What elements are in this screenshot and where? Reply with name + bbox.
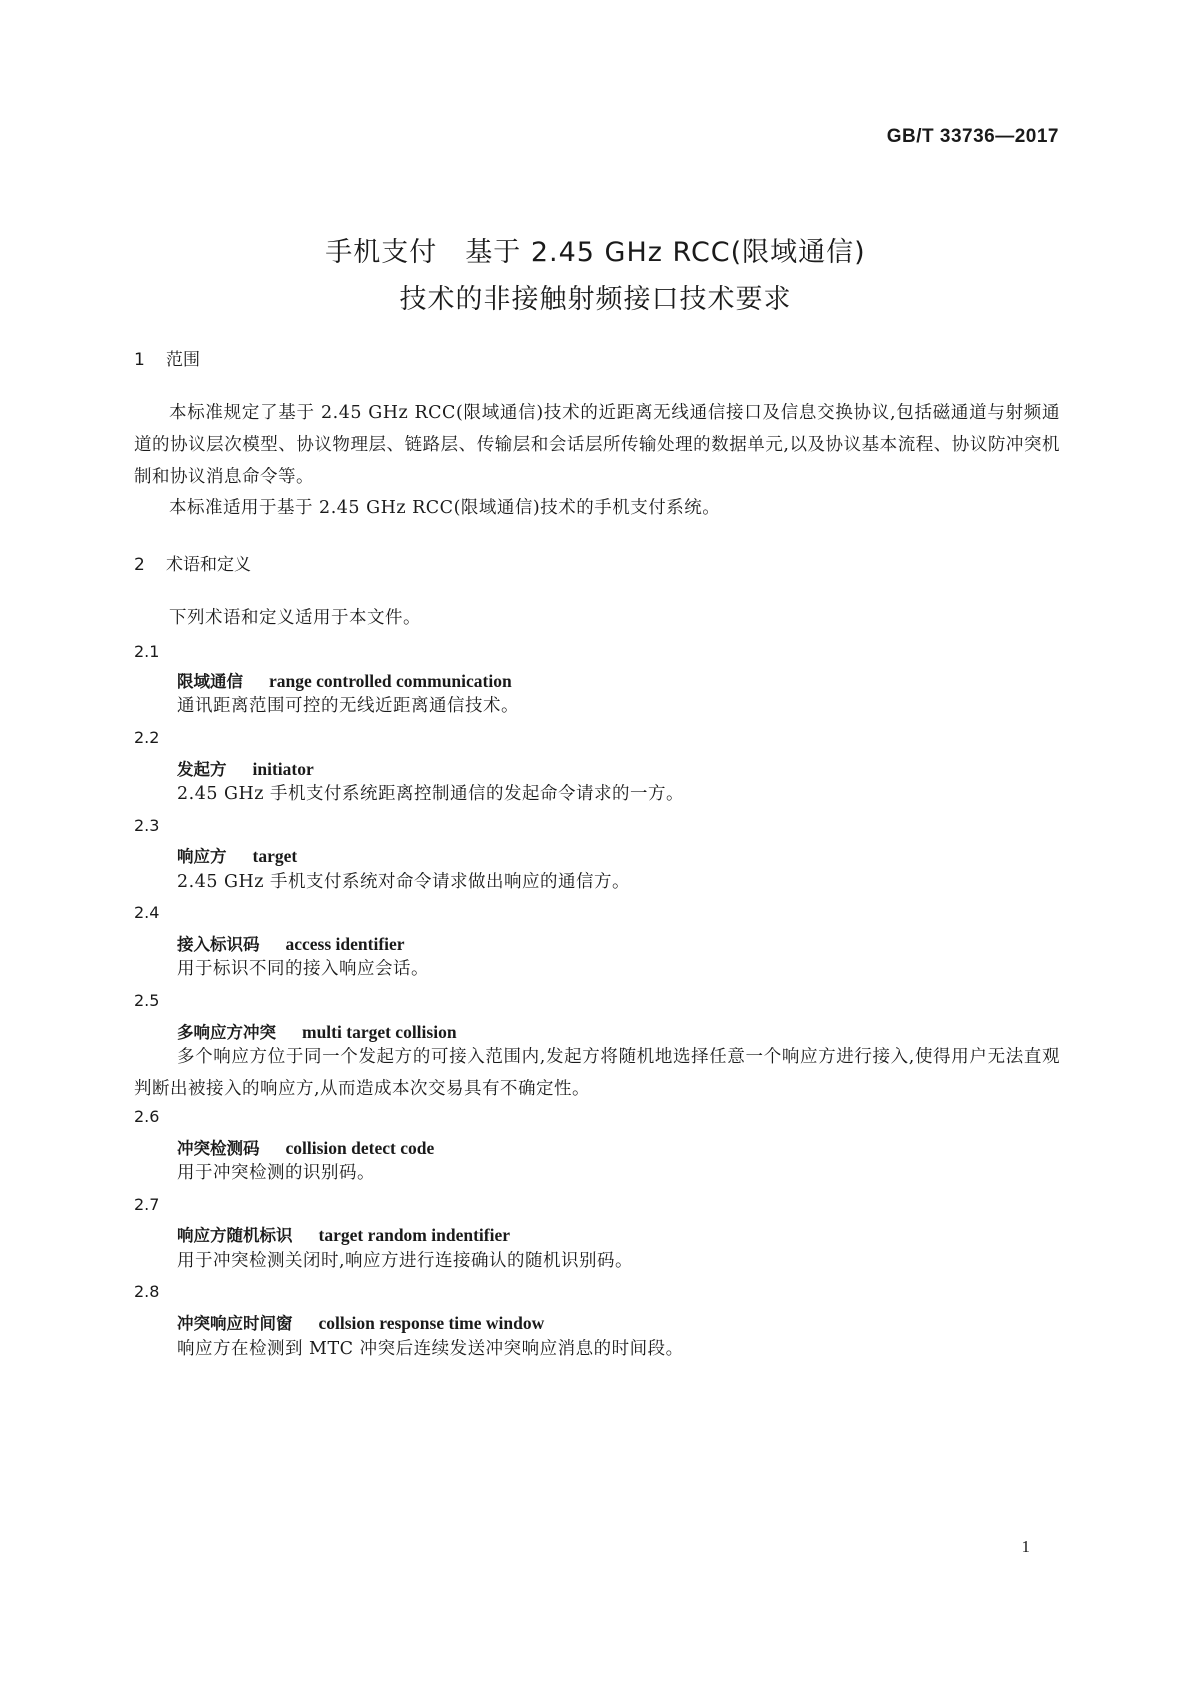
term-heading [177,1222,510,1246]
term-number: 2.3 [134,816,160,835]
scope-paragraph-1: 本标准规定了基于 2.45 GHz RCC(限域通信)技术的近距离无线通信接口及信息交换协议,包括磁通道与射频通道的协议层次模型、协议物理层、链路层、传输层和会话层所传输处理的数据单元,以及协议基本流程、协议防冲突机制和协议消息命令等。 [134,403,1060,487]
term-zh: 冲突检测码 [177,1139,260,1158]
term-definition: 2.45 GHz 手机支付系统对命令请求做出响应的通信方。 [177,872,631,892]
term-zh: 限域通信 [177,672,243,691]
term-zh: 响应方 [177,847,227,866]
term-number: 2.8 [134,1282,160,1301]
section-2-title: 术语和定义 [166,555,251,575]
page-number: 1 [1021,1537,1030,1556]
section-2-heading [134,550,251,575]
term-number: 2.2 [134,728,160,747]
term-heading [177,756,314,780]
term-zh: 发起方 [177,760,227,779]
term-number: 2.4 [134,903,160,922]
scope-paragraph-2: 本标准适用于基于 2.45 GHz RCC(限域通信)技术的手机支付系统。 [169,498,721,518]
term-zh: 响应方随机标识 [177,1226,293,1245]
section-1-heading [134,345,200,370]
terms-intro: 下列术语和定义适用于本文件。 [169,608,421,628]
term-number: 2.6 [134,1107,160,1126]
term-zh: 冲突响应时间窗 [177,1314,293,1333]
term-definition: 多个响应方位于同一个发起方的可接入范围内,发起方将随机地选择任意一个响应方进行接入,使得用户无法直观判断出被接入的响应方,从而造成本次交易具有不确定性。 [134,1047,1060,1099]
section-1-title: 范围 [166,350,200,370]
term-heading [177,843,297,867]
term-en: target [252,846,298,866]
term-zh: 多响应方冲突 [177,1023,276,1042]
section-1-number: 1 [134,350,145,370]
term-definition: 用于标识不同的接入响应会话。 [177,959,429,979]
standard-number: GB/T 33736—2017 [886,126,1059,147]
term-en: initiator [252,759,314,779]
term-definition: 2.45 GHz 手机支付系统距离控制通信的发起命令请求的一方。 [177,784,685,804]
term-number: 2.5 [134,991,160,1010]
term-en: access identifier [285,934,405,954]
term-number: 2.1 [134,642,160,661]
term-en: collsion response time window [318,1313,545,1333]
section-2-number: 2 [134,555,145,575]
term-heading [177,1310,544,1334]
term-en: collision detect code [285,1138,435,1158]
term-definition: 通讯距离范围可控的无线近距离通信技术。 [177,696,519,716]
document-title-line-1: 手机支付 基于 2.45 GHz RCC(限域通信) [325,237,866,268]
term-en: target random indentifier [318,1225,510,1245]
term-definition: 用于冲突检测关闭时,响应方进行连接确认的随机识别码。 [177,1251,634,1271]
term-definition: 响应方在检测到 MTC 冲突后连续发送冲突响应消息的时间段。 [177,1339,684,1359]
term-heading [177,668,512,692]
document-title-line-2: 技术的非接触射频接口技术要求 [399,284,792,315]
term-definition: 用于冲突检测的识别码。 [177,1163,375,1183]
term-number: 2.7 [134,1195,160,1214]
term-heading [177,1135,434,1159]
term-en: multi target collision [302,1022,457,1042]
term-zh: 接入标识码 [177,935,260,954]
term-heading [177,1019,457,1043]
term-en: range controlled communication [269,671,512,691]
term-heading [177,931,405,955]
